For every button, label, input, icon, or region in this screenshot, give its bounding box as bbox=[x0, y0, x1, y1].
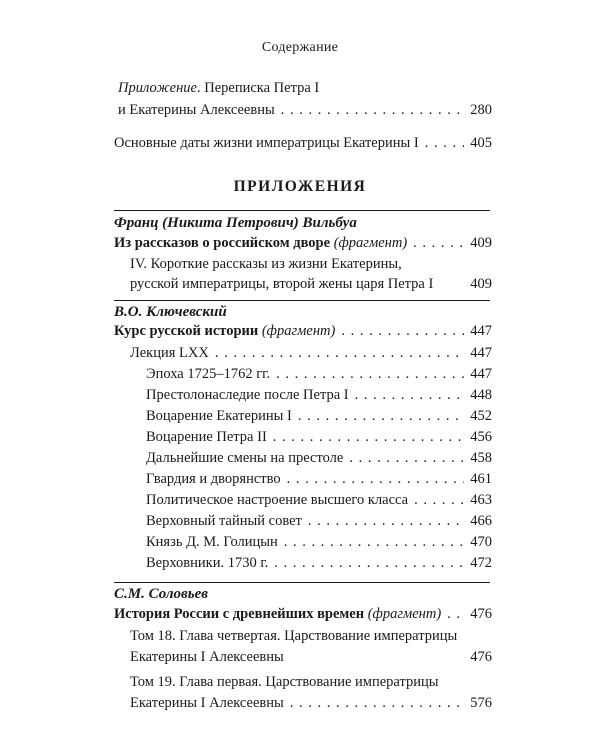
toc-lecture bbox=[130, 343, 492, 363]
work-note: (фрагмент) bbox=[261, 323, 336, 339]
toc-entry-dates bbox=[114, 133, 492, 153]
entry-title: Основные даты жизни императрицы Екатерины I bbox=[114, 135, 419, 151]
toc-item bbox=[146, 427, 492, 447]
appendix-heading: ПРИЛОЖЕНИЯ bbox=[233, 178, 367, 195]
item-title: Князь Д. М. Голицын bbox=[146, 534, 278, 550]
item-title: Политическое настроение высшего класса bbox=[146, 492, 409, 508]
section-divider bbox=[114, 300, 490, 301]
page-number: 476 bbox=[470, 606, 492, 622]
section-work bbox=[114, 321, 492, 341]
toc-item-line1: IV. Короткие рассказы из жизни Екатерины, bbox=[130, 256, 402, 272]
page-number: 472 bbox=[470, 555, 492, 571]
toc-item bbox=[146, 469, 492, 489]
leader-dots bbox=[273, 427, 464, 447]
entry-italic-label: Приложение bbox=[118, 80, 197, 96]
leader-dots bbox=[355, 385, 465, 405]
leader-dots bbox=[284, 532, 464, 552]
toc-item bbox=[146, 385, 492, 405]
section-divider bbox=[114, 582, 490, 583]
section-work bbox=[114, 604, 492, 624]
leader-dots bbox=[425, 133, 465, 153]
leader-dots bbox=[341, 321, 464, 341]
toc-item-line1: Том 18. Глава четвертая. Царствование императрицы bbox=[130, 628, 458, 644]
leader-dots bbox=[447, 604, 464, 624]
page-number: 461 bbox=[470, 471, 492, 487]
page-number: 447 bbox=[470, 345, 492, 361]
item-title: русской императрицы, второй жены царя Петра I bbox=[130, 276, 434, 292]
page-number: 576 bbox=[470, 695, 492, 711]
toc-item bbox=[130, 693, 492, 713]
page-number: 456 bbox=[470, 429, 492, 445]
page-number: 409 bbox=[470, 235, 492, 251]
toc-entry-correspondence-line2 bbox=[118, 100, 492, 120]
leader-dots bbox=[274, 553, 464, 573]
page-number: 466 bbox=[470, 513, 492, 529]
work-title: Из рассказов о российском дворе bbox=[114, 235, 331, 251]
item-title: Верховный тайный совет bbox=[146, 513, 302, 529]
toc-item bbox=[130, 647, 492, 667]
leader-dots bbox=[276, 364, 464, 384]
page-number: 280 bbox=[470, 102, 492, 118]
leader-dots bbox=[215, 343, 464, 363]
entry-title: и Екатерины Алексеевны bbox=[118, 102, 275, 118]
section-divider bbox=[114, 210, 490, 211]
toc-item bbox=[146, 532, 492, 552]
entry-title-rest: . Переписка Петра I bbox=[196, 80, 320, 96]
work-title: Курс русской истории bbox=[114, 323, 259, 339]
page-number: 452 bbox=[470, 408, 492, 424]
page-number: 448 bbox=[470, 387, 492, 403]
leader-dots bbox=[349, 448, 464, 468]
toc-item bbox=[146, 448, 492, 468]
item-title: Воцарение Петра II bbox=[146, 429, 267, 445]
section-author: В.О. Ключевский bbox=[114, 304, 227, 320]
leader-dots bbox=[281, 100, 465, 120]
running-head: Содержание bbox=[261, 40, 339, 55]
page-number: 458 bbox=[470, 450, 492, 466]
page-number: 470 bbox=[470, 534, 492, 550]
item-title: Екатерины I Алексеевны bbox=[130, 695, 284, 711]
work-note: (фрагмент) bbox=[367, 606, 442, 622]
page-number: 405 bbox=[470, 135, 492, 151]
page-number: 463 bbox=[470, 492, 492, 508]
item-title: Эпоха 1725–1762 гг. bbox=[146, 366, 271, 382]
item-title: Престолонаследие после Петра I bbox=[146, 387, 349, 403]
section-author: С.М. Соловьев bbox=[114, 586, 208, 602]
item-title: Верховники. 1730 г. bbox=[146, 555, 269, 571]
leader-dots bbox=[287, 469, 465, 489]
item-title: Гвардия и дворянство bbox=[146, 471, 281, 487]
toc-item-line1: Том 19. Глава первая. Царствование императрицы bbox=[130, 674, 439, 690]
leader-dots bbox=[413, 233, 464, 253]
toc-item bbox=[146, 511, 492, 531]
toc-item bbox=[130, 274, 492, 294]
page-number: 409 bbox=[470, 276, 492, 292]
lecture-title: Лекция LXX bbox=[130, 345, 209, 361]
leader-dots bbox=[298, 406, 464, 426]
item-title: Дальнейшие смены на престоле bbox=[146, 450, 344, 466]
page-number: 447 bbox=[470, 323, 492, 339]
item-title: Екатерины I Алексеевны bbox=[130, 649, 284, 665]
page-number: 447 bbox=[470, 366, 492, 382]
section-author: Франц (Никита Петрович) Вильбуа bbox=[114, 215, 357, 231]
leader-dots bbox=[308, 511, 464, 531]
toc-entry-correspondence-line1 bbox=[118, 78, 319, 98]
toc-item bbox=[146, 490, 492, 510]
work-note: (фрагмент) bbox=[333, 235, 408, 251]
leader-dots bbox=[290, 693, 464, 713]
toc-item bbox=[146, 364, 492, 384]
toc-item bbox=[146, 553, 492, 573]
item-title: Воцарение Екатерины I bbox=[146, 408, 292, 424]
page-number: 476 bbox=[470, 649, 492, 665]
leader-dots bbox=[414, 490, 464, 510]
section-work bbox=[114, 233, 492, 253]
toc-item bbox=[146, 406, 492, 426]
work-title: История России с древнейших времен bbox=[114, 606, 365, 622]
